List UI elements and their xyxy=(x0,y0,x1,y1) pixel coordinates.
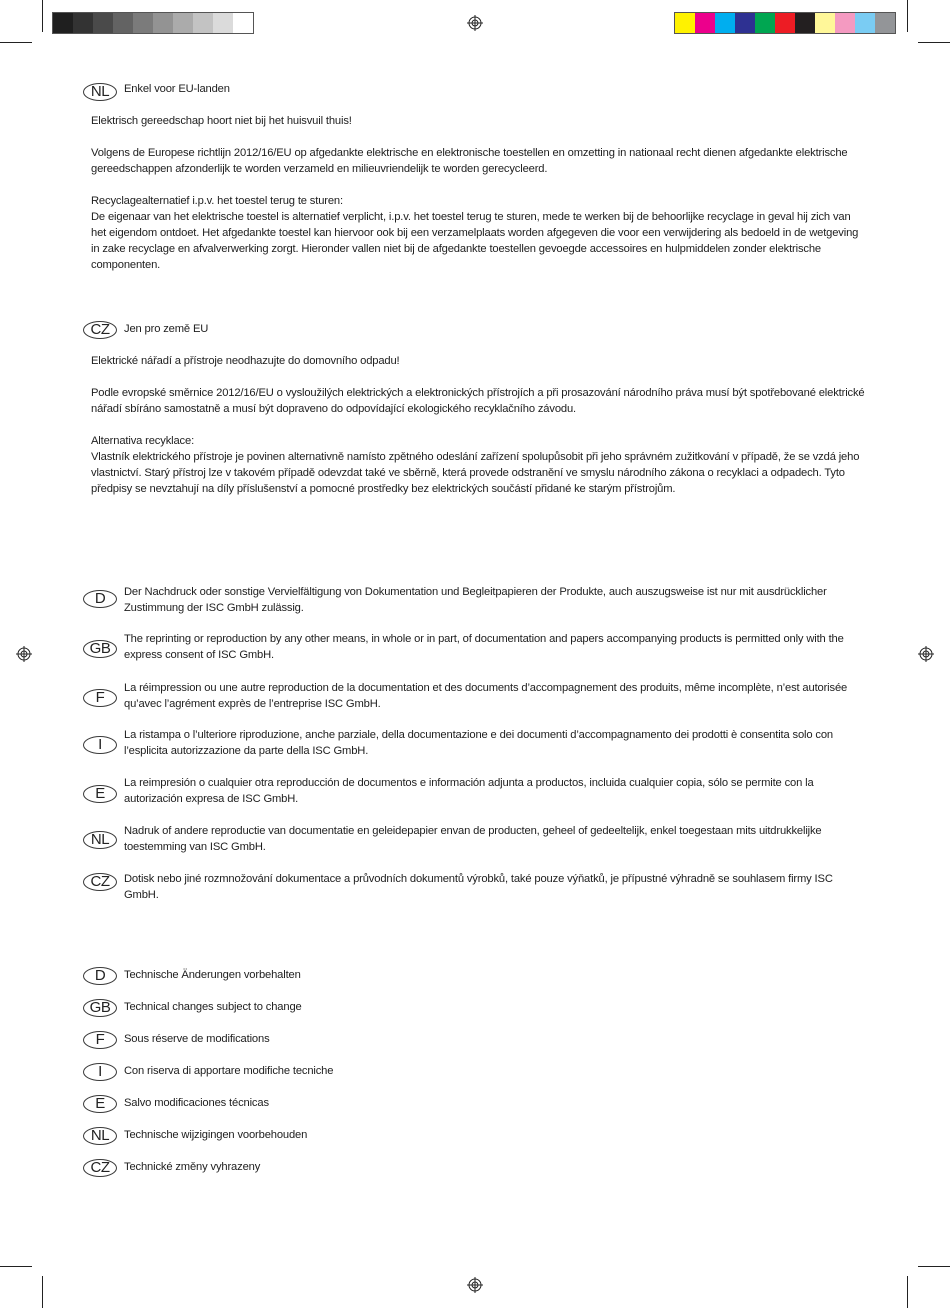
paragraph-title: Recyclagealternatief i.p.v. het toestel terug te sturen: xyxy=(91,195,343,207)
registration-mark-icon xyxy=(16,646,32,662)
language-badge-cz: CZ xyxy=(83,873,117,891)
paragraph-title: Alternativa recyklace: xyxy=(91,435,195,447)
language-badge-i: I xyxy=(83,736,117,754)
language-badge-d: D xyxy=(83,590,117,608)
technical-changes-note: Technické změny vyhrazeny xyxy=(124,1161,261,1173)
gray-swatch xyxy=(53,13,73,33)
gray-swatch xyxy=(233,13,253,33)
registration-mark-icon xyxy=(467,15,483,31)
technical-changes-note: Salvo modificaciones técnicas xyxy=(124,1097,269,1109)
language-badge-e: E xyxy=(83,1095,117,1113)
gray-swatch xyxy=(113,13,133,33)
technical-changes-note: Technical changes subject to change xyxy=(124,1001,302,1013)
language-badge-gb: GB xyxy=(83,999,117,1017)
reprint-notice: La reimpresión o cualquier otra reproducción de documentos e información adjunta a productos, incluida cualquier copia, sólo se permite con la autorización expresa de ISC GmbH. xyxy=(124,777,814,805)
language-badge-f: F xyxy=(83,689,117,707)
color-swatch xyxy=(855,13,875,33)
color-swatch xyxy=(795,13,815,33)
technical-changes-note: Technische Änderungen vorbehalten xyxy=(124,969,301,981)
gray-swatch xyxy=(133,13,153,33)
paragraph: De eigenaar van het elektrische toestel is alternatief verplicht, i.p.v. het toestel terug te sturen, mede te werken bij de behoorlijke recyclage in geval hij zich van het eigendom ontdoet. Het afgedankte toestel kan hiervoor ook bij een verzamelplaats worden afgegeven die voor een verwijdering als bedoeld in de wetgeving in zake recyclage en afvalverwerking zorgt. Hieronder vallen niet bij de afgedankte toestellen gevoegde accessoires en hulpmiddelen zonder elektrische componenten. xyxy=(91,211,859,271)
paragraph: Elektrisch gereedschap hoort niet bij het huisvuil thuis! xyxy=(91,115,352,127)
gray-swatch xyxy=(193,13,213,33)
gray-swatch xyxy=(153,13,173,33)
reprint-notice: Der Nachdruck oder sonstige Vervielfältigung von Dokumentation und Begleitpapieren der Produkte, auch auszugsweise ist nur mit ausdrücklicher Zustimmung der ISC GmbH zulässig. xyxy=(124,586,827,614)
language-badge-cz: CZ xyxy=(83,321,117,339)
section-heading: Enkel voor EU-landen xyxy=(124,83,230,95)
language-badge-i: I xyxy=(83,1063,117,1081)
color-swatch xyxy=(695,13,715,33)
paragraph: Volgens de Europese richtlijn 2012/16/EU op afgedankte elektrische en elektronische toestellen en omzetting in nationaal recht dienen afgedankte elektrische gereedschappen afzonderlijk te worden verzameld en milieuvriendelijk te worden gerecycleerd. xyxy=(91,147,848,175)
color-swatch xyxy=(715,13,735,33)
color-calibration-bar xyxy=(674,12,896,34)
language-badge-nl: NL xyxy=(83,831,117,849)
language-badge-nl: NL xyxy=(83,83,117,101)
language-badge-d: D xyxy=(83,967,117,985)
paragraph: Podle evropské směrnice 2012/16/EU o vysloužilých elektrických a elektronických přístrojích a při prosazování národního práva musí být spotřebované elektrické nářadí sbíráno samostatně a musí být dopraveno do odpovídající ekologického recyklačního závodu. xyxy=(91,387,865,415)
registration-mark-icon xyxy=(467,1277,483,1293)
reprint-notice: Dotisk nebo jiné rozmnožování dokumentace a průvodních dokumentů výrobků, také pouze výňatků, je přípustné výhradně se souhlasem firmy ISC GmbH. xyxy=(124,873,833,901)
gray-swatch xyxy=(173,13,193,33)
technical-changes-note: Sous réserve de modifications xyxy=(124,1033,270,1045)
reprint-notice: La ristampa o l’ulteriore riproduzione, anche parziale, della documentazione e dei documenti d’accompagnamento dei prodotti è consentita solo con l’esplicita autorizzazione da parte della ISC GmbH. xyxy=(124,729,833,757)
color-swatch xyxy=(775,13,795,33)
language-badge-nl: NL xyxy=(83,1127,117,1145)
language-badge-cz: CZ xyxy=(83,1159,117,1177)
registration-mark-icon xyxy=(918,646,934,662)
section-heading: Jen pro země EU xyxy=(124,323,209,335)
paragraph: Elektrické nářadí a přístroje neodhazujte do domovního odpadu! xyxy=(91,355,400,367)
gray-swatch xyxy=(73,13,93,33)
technical-changes-note: Con riserva di apportare modifiche tecniche xyxy=(124,1065,334,1077)
reprint-notice: The reprinting or reproduction by any other means, in whole or in part, of documentation and papers accompanying products is permitted only with the express consent of ISC GmbH. xyxy=(124,633,844,661)
color-swatch xyxy=(815,13,835,33)
color-swatch xyxy=(835,13,855,33)
color-swatch xyxy=(875,13,895,33)
paragraph: Vlastník elektrického přístroje je povinen alternativně namísto zpětného odeslání zařízení spolupůsobit při jeho správném zužitkování v případě, že se vzdá jeho vlastnictví. Starý přístroj lze v takovém případě odevzdat také ve sběrně, která provede odstranění ve smyslu národního zákona o recyklaci a odpadech. Tyto předpisy se nevztahují na díly příslušenství a pomocné prostředky bez elektrických součástí přidané ke starým přístrojům. xyxy=(91,451,860,495)
grayscale-calibration-bar xyxy=(52,12,254,34)
technical-changes-note: Technische wijzigingen voorbehouden xyxy=(124,1129,308,1141)
reprint-notice: La réimpression ou une autre reproduction de la documentation et des documents d’accompagnement des produits, même incomplète, n’est autorisée qu’avec l’agrément exprès de l’entreprise ISC GmbH. xyxy=(124,682,848,710)
color-swatch xyxy=(735,13,755,33)
language-badge-gb: GB xyxy=(83,640,117,658)
reprint-notice: Nadruk of andere reproductie van documentatie en geleidepapier envan de producten, geheel of gedeeltelijk, enkel toegestaan mits uitdrukkelijke toestemming van ISC GmbH. xyxy=(124,825,822,853)
language-badge-f: F xyxy=(83,1031,117,1049)
language-badge-e: E xyxy=(83,785,117,803)
color-swatch xyxy=(755,13,775,33)
color-swatch xyxy=(675,13,695,33)
gray-swatch xyxy=(93,13,113,33)
gray-swatch xyxy=(213,13,233,33)
